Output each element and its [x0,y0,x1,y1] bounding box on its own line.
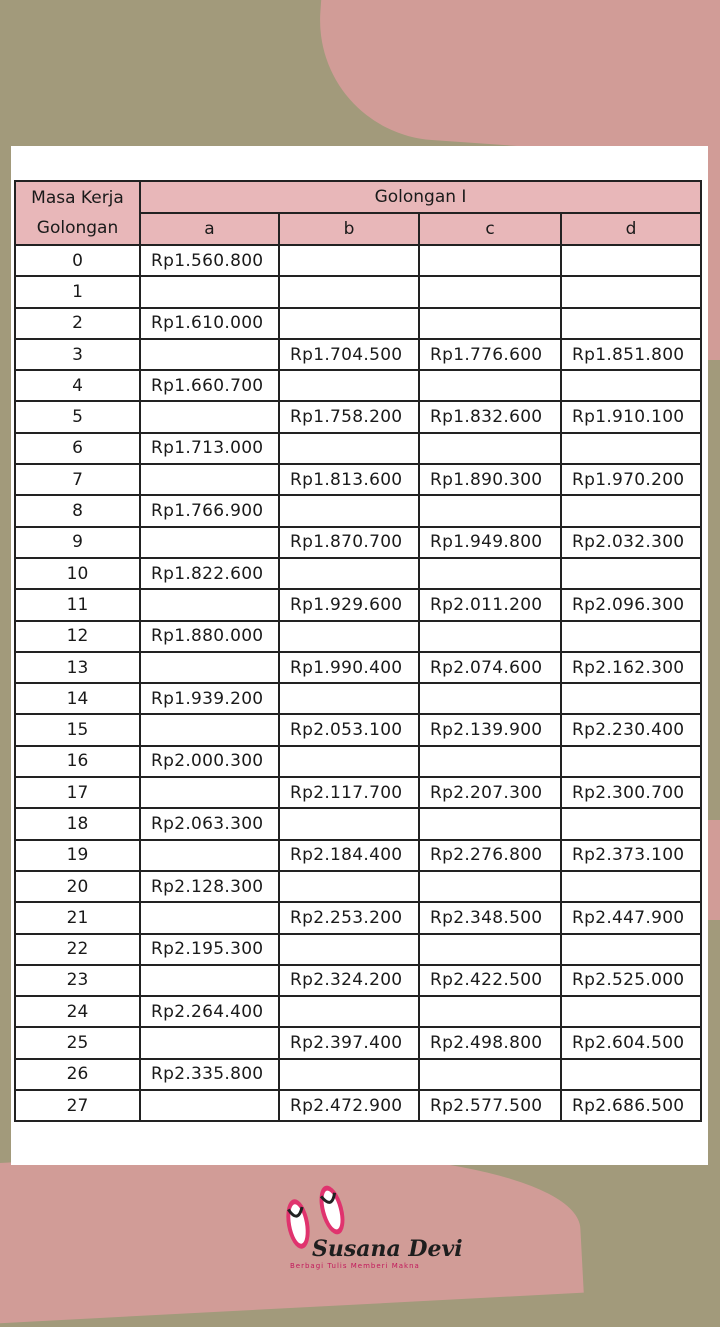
cell-golongan-b: Rp1.704.500 [279,339,419,370]
cell-golongan-d: Rp2.447.900 [561,902,701,933]
cell-golongan-c [419,558,561,589]
cell-golongan-d [561,1059,701,1090]
cell-masa-kerja: 21 [15,902,140,933]
cell-golongan-d [561,245,701,276]
cell-golongan-a: Rp1.610.000 [140,308,279,339]
cell-golongan-a: Rp2.335.800 [140,1059,279,1090]
cell-golongan-c [419,370,561,401]
cell-golongan-b [279,245,419,276]
cell-golongan-c: Rp2.577.500 [419,1090,561,1121]
cell-golongan-d: Rp1.970.200 [561,464,701,495]
cell-golongan-c [419,495,561,526]
cell-golongan-a: Rp1.822.600 [140,558,279,589]
cell-golongan-b: Rp2.472.900 [279,1090,419,1121]
cell-golongan-d: Rp2.032.300 [561,527,701,558]
table-row [15,808,701,839]
table-row [15,245,701,276]
cell-golongan-b [279,808,419,839]
cell-masa-kerja: 8 [15,495,140,526]
cell-golongan-c: Rp2.074.600 [419,652,561,683]
salary-table-card [11,146,708,1165]
cell-golongan-a [140,276,279,307]
cell-golongan-c: Rp2.207.300 [419,777,561,808]
cell-golongan-b: Rp2.324.200 [279,965,419,996]
cell-golongan-b: Rp2.053.100 [279,714,419,745]
table-row [15,589,701,620]
cell-masa-kerja: 23 [15,965,140,996]
cell-masa-kerja: 12 [15,621,140,652]
cell-golongan-d: Rp1.910.100 [561,401,701,432]
cell-golongan-a [140,589,279,620]
cell-golongan-d [561,808,701,839]
cell-masa-kerja: 26 [15,1059,140,1090]
cell-masa-kerja: 5 [15,401,140,432]
cell-golongan-c [419,808,561,839]
cell-golongan-c [419,308,561,339]
table-row [15,433,701,464]
cell-golongan-c [419,433,561,464]
table-row [15,1059,701,1090]
cell-golongan-a [140,527,279,558]
cell-masa-kerja: 10 [15,558,140,589]
cell-golongan-a: Rp1.713.000 [140,433,279,464]
header-masa-kerja [15,181,140,245]
cell-masa-kerja: 4 [15,370,140,401]
cell-masa-kerja: 19 [15,840,140,871]
table-row [15,934,701,965]
cell-masa-kerja: 2 [15,308,140,339]
cell-golongan-d: Rp2.300.700 [561,777,701,808]
cell-golongan-a [140,339,279,370]
cell-golongan-d [561,495,701,526]
cell-masa-kerja: 7 [15,464,140,495]
brand-tagline: Berbagi Tulis Memberi Makna [290,1262,420,1270]
table-row [15,996,701,1027]
cell-golongan-c: Rp2.498.800 [419,1027,561,1058]
cell-golongan-c [419,276,561,307]
brand-name: Susana Devi [312,1236,463,1262]
cell-golongan-a: Rp2.195.300 [140,934,279,965]
cell-golongan-d [561,370,701,401]
cell-masa-kerja: 11 [15,589,140,620]
cell-golongan-a [140,902,279,933]
table-row [15,965,701,996]
cell-masa-kerja: 9 [15,527,140,558]
cell-golongan-a [140,401,279,432]
background-pink-shape-top [312,0,720,168]
table-body [15,245,701,1121]
cell-golongan-b [279,934,419,965]
cell-golongan-b: Rp1.813.600 [279,464,419,495]
table-row [15,714,701,745]
table-row [15,777,701,808]
header-col-c: c [419,213,561,245]
cell-golongan-a: Rp2.063.300 [140,808,279,839]
cell-golongan-d: Rp2.525.000 [561,965,701,996]
cell-golongan-b: Rp2.397.400 [279,1027,419,1058]
cell-golongan-b: Rp1.990.400 [279,652,419,683]
cell-golongan-b [279,308,419,339]
cell-golongan-a [140,1090,279,1121]
table-row [15,276,701,307]
table-row [15,464,701,495]
cell-golongan-a [140,464,279,495]
cell-golongan-d: Rp1.851.800 [561,339,701,370]
table-row [15,652,701,683]
cell-golongan-d: Rp2.096.300 [561,589,701,620]
table-row [15,1027,701,1058]
cell-golongan-c [419,683,561,714]
cell-golongan-a [140,1027,279,1058]
cell-golongan-c [419,1059,561,1090]
table-row [15,1090,701,1121]
cell-golongan-c: Rp1.890.300 [419,464,561,495]
table-row [15,527,701,558]
cell-golongan-c: Rp1.949.800 [419,527,561,558]
cell-golongan-c: Rp2.139.900 [419,714,561,745]
cell-golongan-a: Rp1.660.700 [140,370,279,401]
cell-golongan-d [561,621,701,652]
cell-golongan-b: Rp2.117.700 [279,777,419,808]
cell-golongan-d [561,276,701,307]
cell-golongan-c: Rp2.011.200 [419,589,561,620]
cell-golongan-a: Rp1.560.800 [140,245,279,276]
cell-golongan-c [419,621,561,652]
cell-golongan-b [279,871,419,902]
cell-golongan-b [279,276,419,307]
cell-golongan-c: Rp2.276.800 [419,840,561,871]
cell-golongan-d [561,871,701,902]
cell-golongan-d: Rp2.604.500 [561,1027,701,1058]
cell-golongan-d [561,746,701,777]
cell-golongan-c: Rp1.776.600 [419,339,561,370]
cell-masa-kerja: 15 [15,714,140,745]
header-col-a: a [140,213,279,245]
cell-golongan-d [561,996,701,1027]
cell-golongan-c [419,934,561,965]
cell-golongan-b: Rp2.184.400 [279,840,419,871]
cell-masa-kerja: 20 [15,871,140,902]
cell-golongan-b [279,1059,419,1090]
cell-golongan-d [561,934,701,965]
cell-golongan-b [279,746,419,777]
cell-masa-kerja: 0 [15,245,140,276]
header-col-d: d [561,213,701,245]
cell-masa-kerja: 6 [15,433,140,464]
cell-golongan-b [279,495,419,526]
cell-golongan-a: Rp2.128.300 [140,871,279,902]
cell-masa-kerja: 3 [15,339,140,370]
cell-golongan-a [140,714,279,745]
table-row [15,401,701,432]
cell-golongan-b [279,370,419,401]
cell-masa-kerja: 22 [15,934,140,965]
cell-masa-kerja: 27 [15,1090,140,1121]
cell-masa-kerja: 14 [15,683,140,714]
cell-masa-kerja: 25 [15,1027,140,1058]
cell-masa-kerja: 16 [15,746,140,777]
header-masa-kerja-label: Masa Kerja Golongan [31,188,124,238]
cell-golongan-c [419,996,561,1027]
cell-golongan-d [561,433,701,464]
cell-golongan-c [419,245,561,276]
cell-golongan-d: Rp2.373.100 [561,840,701,871]
cell-golongan-b [279,558,419,589]
cell-golongan-b [279,683,419,714]
table-row [15,339,701,370]
cell-golongan-a: Rp1.766.900 [140,495,279,526]
table-row [15,871,701,902]
cell-golongan-a: Rp2.264.400 [140,996,279,1027]
cell-masa-kerja: 18 [15,808,140,839]
cell-golongan-b: Rp1.758.200 [279,401,419,432]
cell-golongan-b: Rp1.870.700 [279,527,419,558]
cell-golongan-c [419,871,561,902]
cell-masa-kerja: 17 [15,777,140,808]
cell-golongan-b [279,621,419,652]
cell-golongan-a: Rp1.880.000 [140,621,279,652]
cell-golongan-a [140,965,279,996]
cell-golongan-a [140,652,279,683]
cell-golongan-d: Rp2.686.500 [561,1090,701,1121]
table-row [15,495,701,526]
header-golongan: Golongan I [140,181,701,213]
cell-golongan-a [140,840,279,871]
cell-golongan-c: Rp1.832.600 [419,401,561,432]
table-row [15,746,701,777]
table-row [15,558,701,589]
cell-golongan-d: Rp2.230.400 [561,714,701,745]
cell-golongan-a: Rp1.939.200 [140,683,279,714]
table-row [15,370,701,401]
cell-golongan-d [561,683,701,714]
header-col-b: b [279,213,419,245]
cell-masa-kerja: 13 [15,652,140,683]
cell-golongan-a: Rp2.000.300 [140,746,279,777]
table-row [15,621,701,652]
cell-masa-kerja: 1 [15,276,140,307]
cell-golongan-b [279,433,419,464]
cell-masa-kerja: 24 [15,996,140,1027]
cell-golongan-b: Rp2.253.200 [279,902,419,933]
cell-golongan-d: Rp2.162.300 [561,652,701,683]
cell-golongan-d [561,308,701,339]
salary-table [14,180,702,1122]
cell-golongan-b [279,996,419,1027]
cell-golongan-b: Rp1.929.600 [279,589,419,620]
cell-golongan-d [561,558,701,589]
table-row [15,308,701,339]
cell-golongan-c: Rp2.348.500 [419,902,561,933]
table-row [15,840,701,871]
table-row [15,683,701,714]
cell-golongan-c: Rp2.422.500 [419,965,561,996]
cell-golongan-c [419,746,561,777]
cell-golongan-a [140,777,279,808]
table-row [15,902,701,933]
